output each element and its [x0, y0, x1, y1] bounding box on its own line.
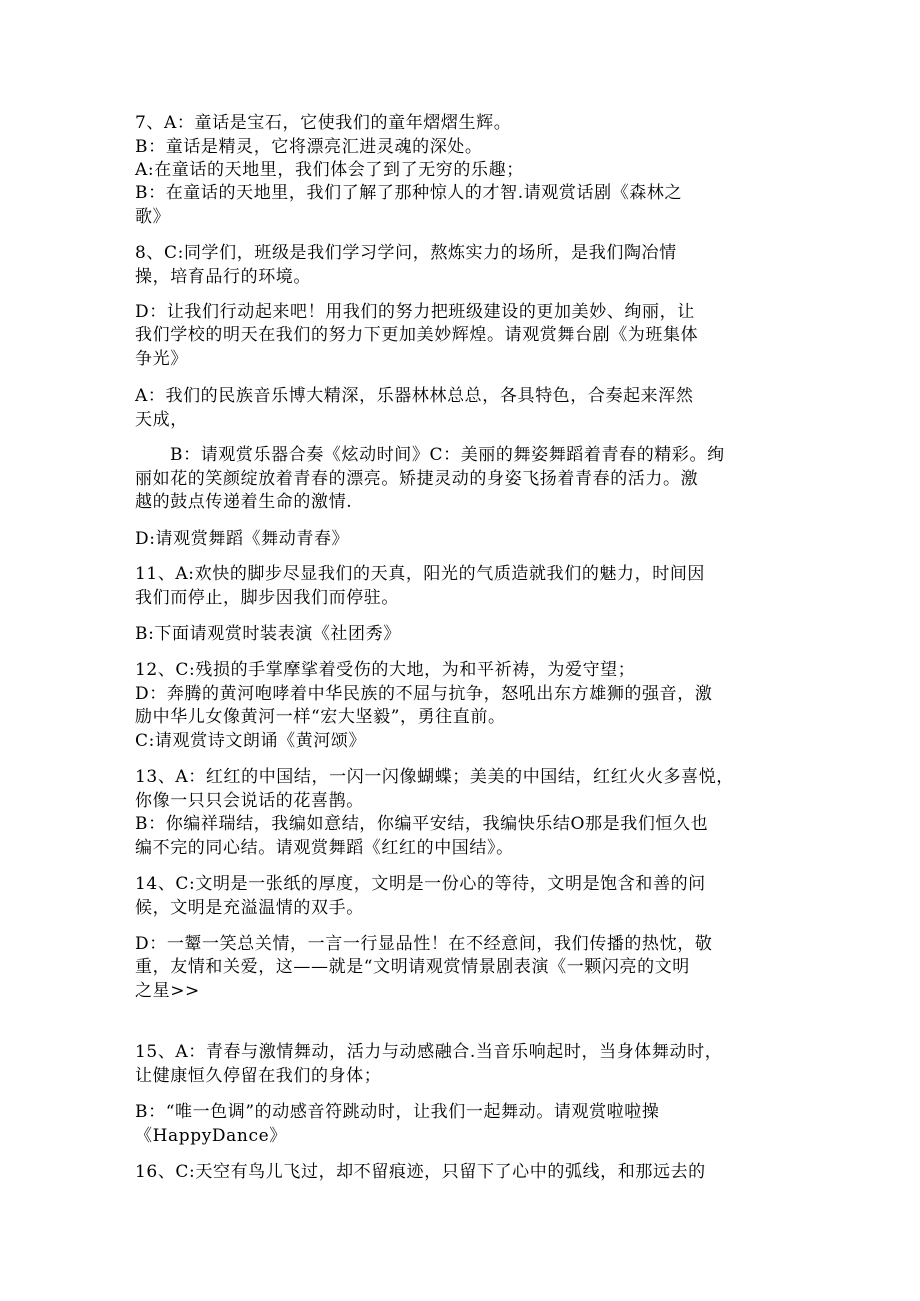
text-line: D：一颦一笑总关情，一言一行显品性！在不经意间，我们传播的热忱，敬 [135, 934, 713, 954]
text-line: B：“唯一色调”的动感音符跳动时，让我们一起舞动。请观赏啦啦操 [135, 1102, 660, 1122]
text-line: 歌》 [135, 207, 171, 227]
text-line: 12、C:残损的手掌摩挲着受伤的大地，为和平祈祷，为爱守望； [135, 660, 636, 680]
text-line: B：在童话的天地里，我们了解了那种惊人的才智.请观赏话剧《森林之 [135, 183, 683, 203]
text-line: B：童话是精灵，它将漂亮汇进灵魂的深处。 [135, 137, 483, 157]
text-line: B:下面请观赏时装表演《社团秀》 [135, 624, 401, 644]
text-line: D:请观赏舞蹈《舞动青春》 [135, 529, 350, 549]
text-line: 你像一只只会说话的花喜鹊。 [135, 791, 364, 811]
text-line: 13、A：红红的中国结，一闪一闪像蝴蝶；美美的中国结，红红火火多喜悦， [135, 767, 734, 787]
text-line: 之星>> [135, 981, 200, 1001]
text-line: 争光》 [135, 349, 188, 369]
text-line: 丽如花的笑颜绽放着青春的漂亮。矫捷灵动的身姿飞扬着青春的活力。激 [135, 469, 699, 489]
text-line: A：我们的民族音乐博大精深，乐器林林总总，各具特色，合奏起来浑然 [135, 386, 694, 406]
text-line: 7、A：童话是宝石，它使我们的童年熠熠生辉。 [135, 113, 512, 133]
text-line: 《HappyDance》 [135, 1126, 287, 1146]
text-line: 我们学校的明天在我们的努力下更加美妙辉煌。请观赏舞台剧《为班集体 [135, 325, 699, 345]
text-line: C:请观赏诗文朗诵《黄河颂》 [135, 731, 367, 751]
text-line: 14、C:文明是一张纸的厚度，文明是一份心的等待，文明是饱含和善的问 [135, 874, 706, 894]
text-line: D：让我们行动起来吧！用我们的努力把班级建设的更加美妙、绚丽，让 [135, 302, 695, 322]
text-line: 编不完的同心结。请观赏舞蹈《红红的中国结》。 [135, 838, 514, 858]
text-line: 操，培育品行的环境。 [135, 267, 311, 287]
text-line: 候，文明是充溢温情的双手。 [135, 898, 364, 918]
text-line: 我们而停止，脚步因我们而停驻。 [135, 588, 399, 608]
text-line: 15、A：青春与激情舞动，活力与动感融合.当音乐响起时，当身体舞动时， [135, 1042, 723, 1062]
text-line: 16、C:天空有鸟儿飞过，却不留痕迹，只留下了心中的弧线，和那远去的 [135, 1162, 706, 1182]
text-line: 天成， [135, 410, 188, 430]
text-line: 重，友情和关爱，这——就是“文明请观赏情景剧表演《一颗闪亮的文明 [135, 957, 690, 977]
text-line: B：请观赏乐器合奏《炫动时间》C：美丽的舞姿舞蹈着青春的精彩。绚 [170, 445, 725, 465]
text-line: 越的鼓点传递着生命的激情. [135, 492, 353, 512]
text-line: 11、A:欢快的脚步尽显我们的天真，阳光的气质造就我们的魅力，时间因 [135, 564, 706, 584]
text-line: A:在童话的天地里，我们体会了到了无穷的乐趣； [135, 160, 524, 180]
text-line: 8、C:同学们，班级是我们学习学问，熬炼实力的场所，是我们陶冶情 [135, 243, 677, 263]
text-line: B：你编祥瑞结，我编如意结，你编平安结，我编快乐结O那是我们恒久也 [135, 814, 709, 834]
text-line: D：奔腾的黄河咆哮着中华民族的不屈与抗争，怒吼出东方雄狮的强音，激 [135, 684, 713, 704]
text-line: 励中华儿女像黄河一样“宏大坚毅”，勇往直前。 [135, 707, 506, 727]
text-line: 让健康恒久停留在我们的身体； [135, 1066, 382, 1086]
